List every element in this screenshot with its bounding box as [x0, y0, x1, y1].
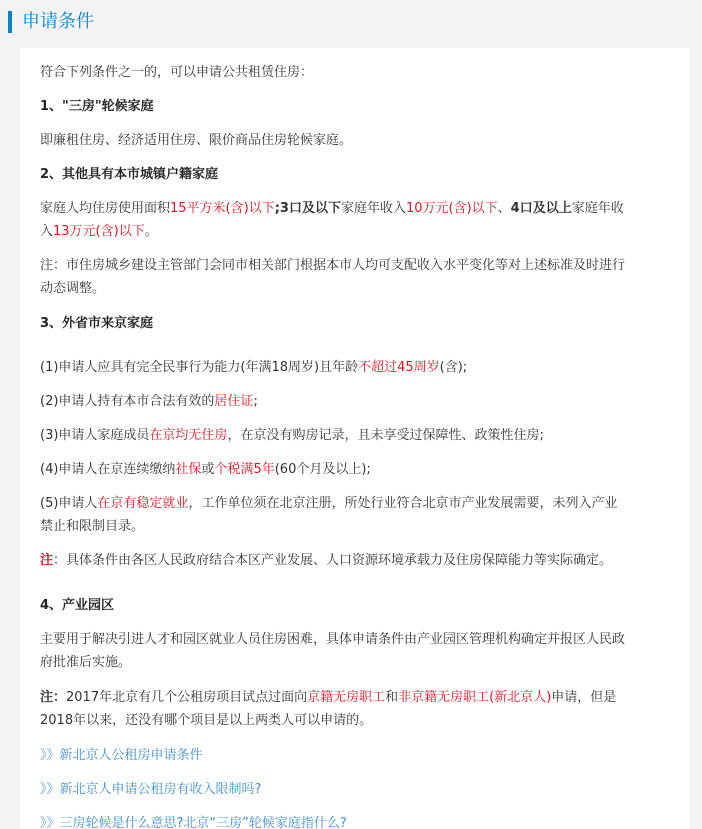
item-highlight: 居住证: [214, 394, 254, 409]
section3-item-1: [40, 356, 670, 379]
item-text: (3)申请人家庭成员: [40, 428, 150, 443]
criteria-highlight-area: 15平方米(含)以下: [170, 201, 275, 216]
section3-item-2: [40, 390, 670, 413]
body-line: 府批准后实施。: [40, 655, 132, 670]
body-line: 主要用于解决引进人才和园区就业人员住房困难，具体申请条件由产业园区管理机构确定并报区人民政: [40, 632, 626, 647]
section4-body: [40, 628, 670, 674]
section3-item-5: [40, 492, 670, 538]
item-text: 或: [201, 462, 215, 477]
item-text: (4)申请人在京连续缴纳: [40, 462, 176, 477]
criteria-text: 。: [144, 224, 158, 239]
note-text: 和: [385, 690, 399, 705]
item-highlight: 在京有稳定就业: [97, 496, 189, 511]
item-text: (2)申请人持有本市合法有效的: [40, 394, 215, 409]
section3-item-3: [40, 424, 670, 447]
intro-text: 符合下列条件之一的，可以申请公共租赁住房：: [40, 65, 314, 80]
item-highlight: 社保: [175, 462, 202, 477]
section2-criteria: [40, 197, 670, 243]
note-line: 注：市住房城乡建设主管部门会同市相关部门根据本市人均可支配收入水平变化等对上述标准及时进行: [40, 258, 626, 273]
note-label: 注：: [40, 690, 67, 705]
link-new-beijinger-conditions[interactable]: 》》新北京人公租房申请条件: [40, 748, 203, 763]
note-label: 注: [40, 553, 54, 568]
item-text: (60个月及以上);: [274, 462, 371, 477]
section1-heading: 1、"三房"轮候家庭: [40, 99, 154, 114]
note-line: 动态调整。: [40, 281, 106, 296]
item-text: (5)申请人: [40, 496, 98, 511]
section-header: [0, 0, 702, 44]
criteria-text: 、: [497, 201, 511, 216]
item-text: ，工作单位须在北京注册，所处行业符合北京市产业发展需要，未列入产业: [188, 496, 618, 511]
note-text: 2017年北京有几个公租房项目试点过面向: [66, 690, 308, 705]
section4-note: [40, 686, 670, 732]
item-text: 禁止和限制目录。: [40, 519, 145, 534]
note-highlight: 京籍无房职工: [307, 690, 386, 705]
criteria-text: 家庭人均住房使用面积: [40, 201, 171, 216]
item-text: (含);: [439, 360, 468, 375]
section2-heading: 2、其他具有本市城镇户籍家庭: [40, 167, 219, 182]
section3-heading: 3、外省市来京家庭: [40, 316, 154, 331]
link-three-housing-meaning[interactable]: 》》三房轮候是什么意思?北京“三房”轮候家庭指什么?: [40, 816, 347, 829]
section1-body: 即廉租住房、经济适用住房、限价商品住房轮候家庭。: [40, 133, 353, 148]
note-highlight: 非京籍无房职工(新北京人): [398, 690, 552, 705]
note-text: 2018年以来，还没有哪个项目是以上两类人可以申请的。: [40, 713, 373, 728]
criteria-text: 入: [40, 224, 54, 239]
item-highlight: 不超过45周岁: [358, 360, 440, 375]
note-text: ：具体条件由各区人民政府结合本区产业发展、人口资源环境承载力及住房保障能力等实际确定。: [53, 553, 613, 568]
criteria-highlight-income-small: 10万元(含)以下: [405, 201, 498, 216]
content-panel: [20, 48, 690, 829]
item-highlight: 在京均无住房: [149, 428, 228, 443]
item-highlight: 个税满5年: [214, 462, 275, 477]
section3-item-4: [40, 458, 670, 481]
note-text: 申请，但是: [551, 690, 617, 705]
section4-heading: 4、产业园区: [40, 598, 115, 613]
section3-note: [40, 549, 670, 572]
item-text: ，在京没有购房记录，且未享受过保障性、政策性住房;: [227, 428, 544, 443]
item-text: (1)申请人应具有完全民事行为能力(年满18周岁)且年龄: [40, 360, 359, 375]
section-title: 申请条件: [22, 11, 94, 32]
criteria-text: 家庭年收: [571, 201, 624, 216]
link-income-limit[interactable]: 》》新北京人申请公租房有收入限制吗?: [40, 782, 262, 797]
header-accent-bar: [8, 11, 12, 33]
criteria-bold-household-large: 4口及以上: [510, 201, 572, 216]
item-text: ;: [253, 394, 258, 409]
criteria-bold-household-small: ;3口及以下: [274, 201, 341, 216]
criteria-highlight-income-large: 13万元(含)以下: [53, 224, 145, 239]
criteria-text: 家庭年收入: [340, 201, 406, 216]
section2-note: [40, 254, 670, 300]
